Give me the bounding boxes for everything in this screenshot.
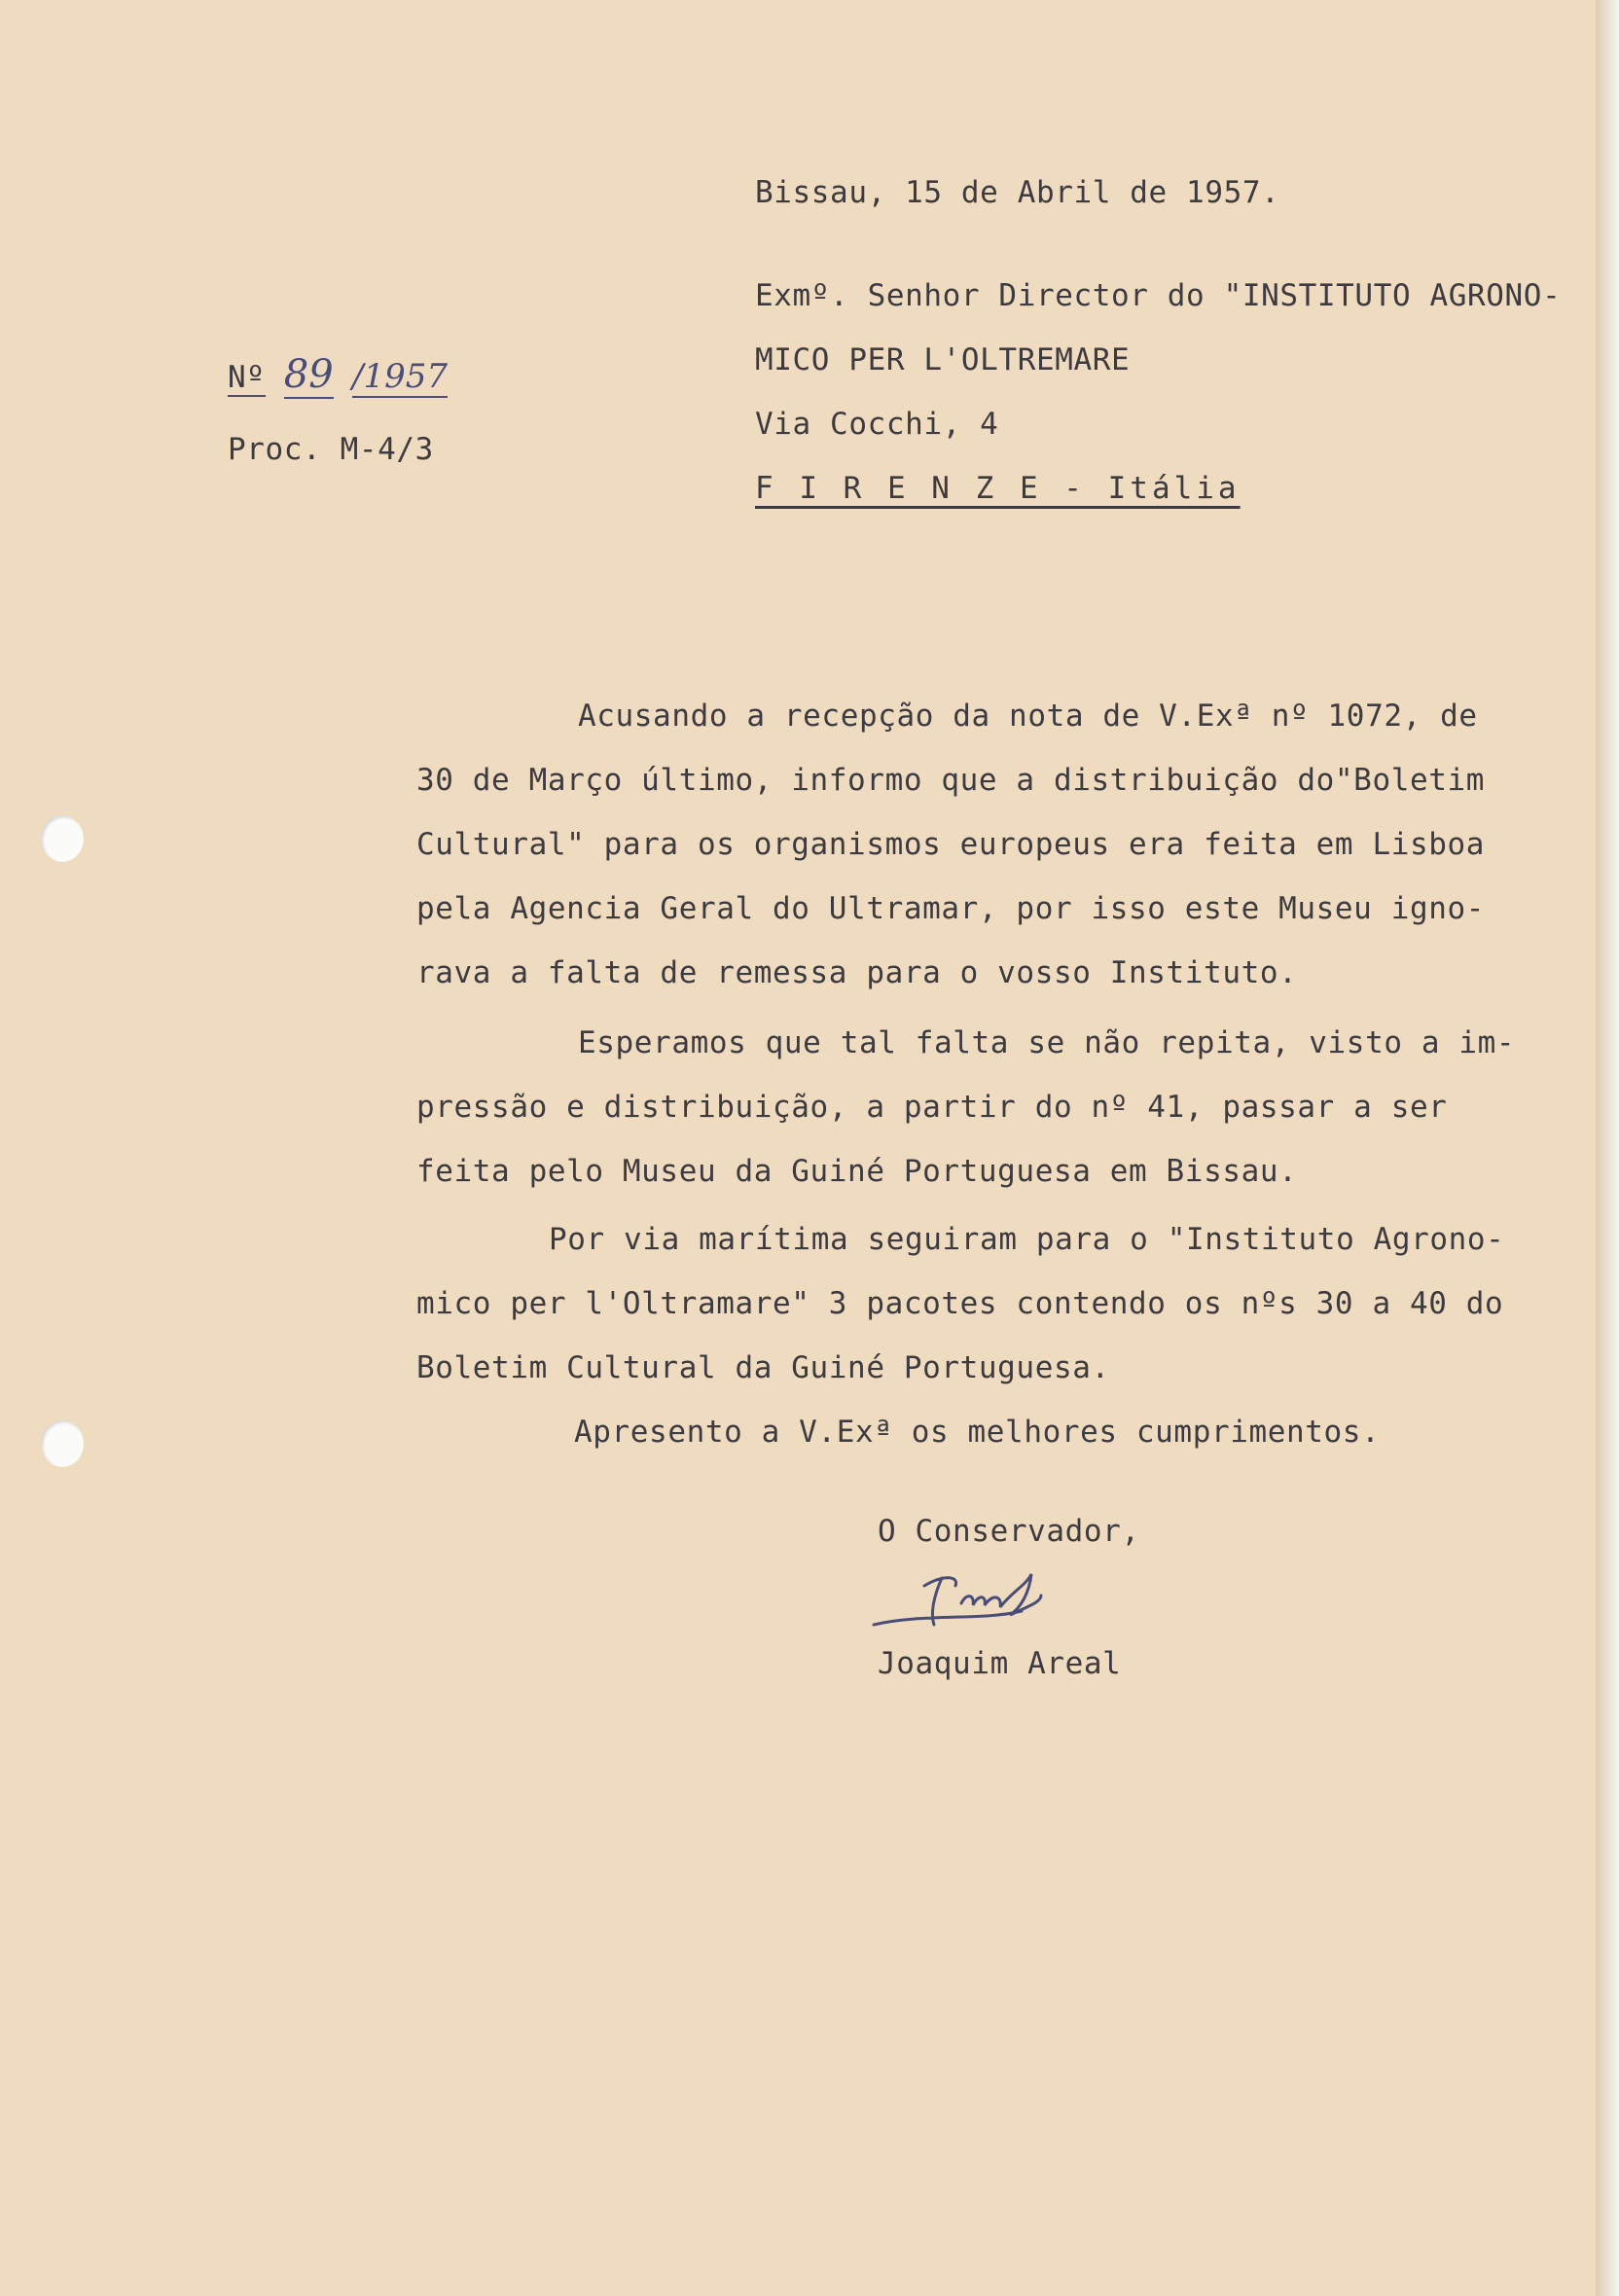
date-line: Bissau, 15 de Abril de 1957. xyxy=(755,175,1280,210)
reference-prefix: Nº xyxy=(228,360,266,395)
body-line-3: Cultural" para os organismos europeus era feita em Lisboa xyxy=(416,827,1486,862)
signatory-name: Joaquim Areal xyxy=(878,1646,1122,1681)
handwritten-signature xyxy=(866,1557,1119,1644)
page-edge xyxy=(1596,0,1619,2296)
reference-number xyxy=(228,352,448,397)
addressee-line-1: Exmº. Senhor Director do "INSTITUTO AGRONO- xyxy=(755,278,1562,313)
reference-handwritten-year: /1957 xyxy=(351,357,448,396)
body-line-1: Acusando a recepção da nota de V.Exª nº 1072, de xyxy=(578,699,1478,734)
body-line-11: Boletim Cultural da Guiné Portuguesa. xyxy=(416,1350,1110,1385)
addressee-line-3: Via Cocchi, 4 xyxy=(755,407,999,442)
body-line-9: Por via marítima seguiram para o "Instituto Agrono- xyxy=(549,1222,1505,1257)
punch-hole-top xyxy=(41,815,84,862)
addressee-city: F I R E N Z E - Itália xyxy=(755,471,1241,506)
reference-year: 1957 xyxy=(363,357,448,396)
body-line-4: pela Agencia Geral do Ultramar, por isso este Museu igno- xyxy=(416,891,1486,926)
punch-hole-bottom xyxy=(41,1420,84,1467)
body-line-10: mico per l'Oltramare" 3 pacotes contendo os nºs 30 a 40 do xyxy=(416,1286,1504,1321)
body-line-7: pressão e distribuição, a partir do nº 41, passar a ser xyxy=(416,1090,1448,1125)
reference-handwritten-number: 89 xyxy=(283,352,334,397)
body-line-8: feita pelo Museu da Guiné Portuguesa em Bissau. xyxy=(416,1154,1298,1189)
body-line-6: Esperamos que tal falta se não repita, visto a im- xyxy=(578,1025,1516,1060)
process-reference: Proc. M-4/3 xyxy=(228,432,434,467)
closing: O Conservador, xyxy=(878,1514,1140,1549)
body-line-12: Apresento a V.Exª os melhores cumprimentos. xyxy=(574,1415,1381,1450)
body-line-2: 30 de Março último, informo que a distribuição do"Boletim xyxy=(416,763,1486,798)
body-line-5: rava a falta de remessa para o vosso Instituto. xyxy=(416,955,1298,990)
addressee-line-2: MICO PER L'OLTREMARE xyxy=(755,342,1131,377)
